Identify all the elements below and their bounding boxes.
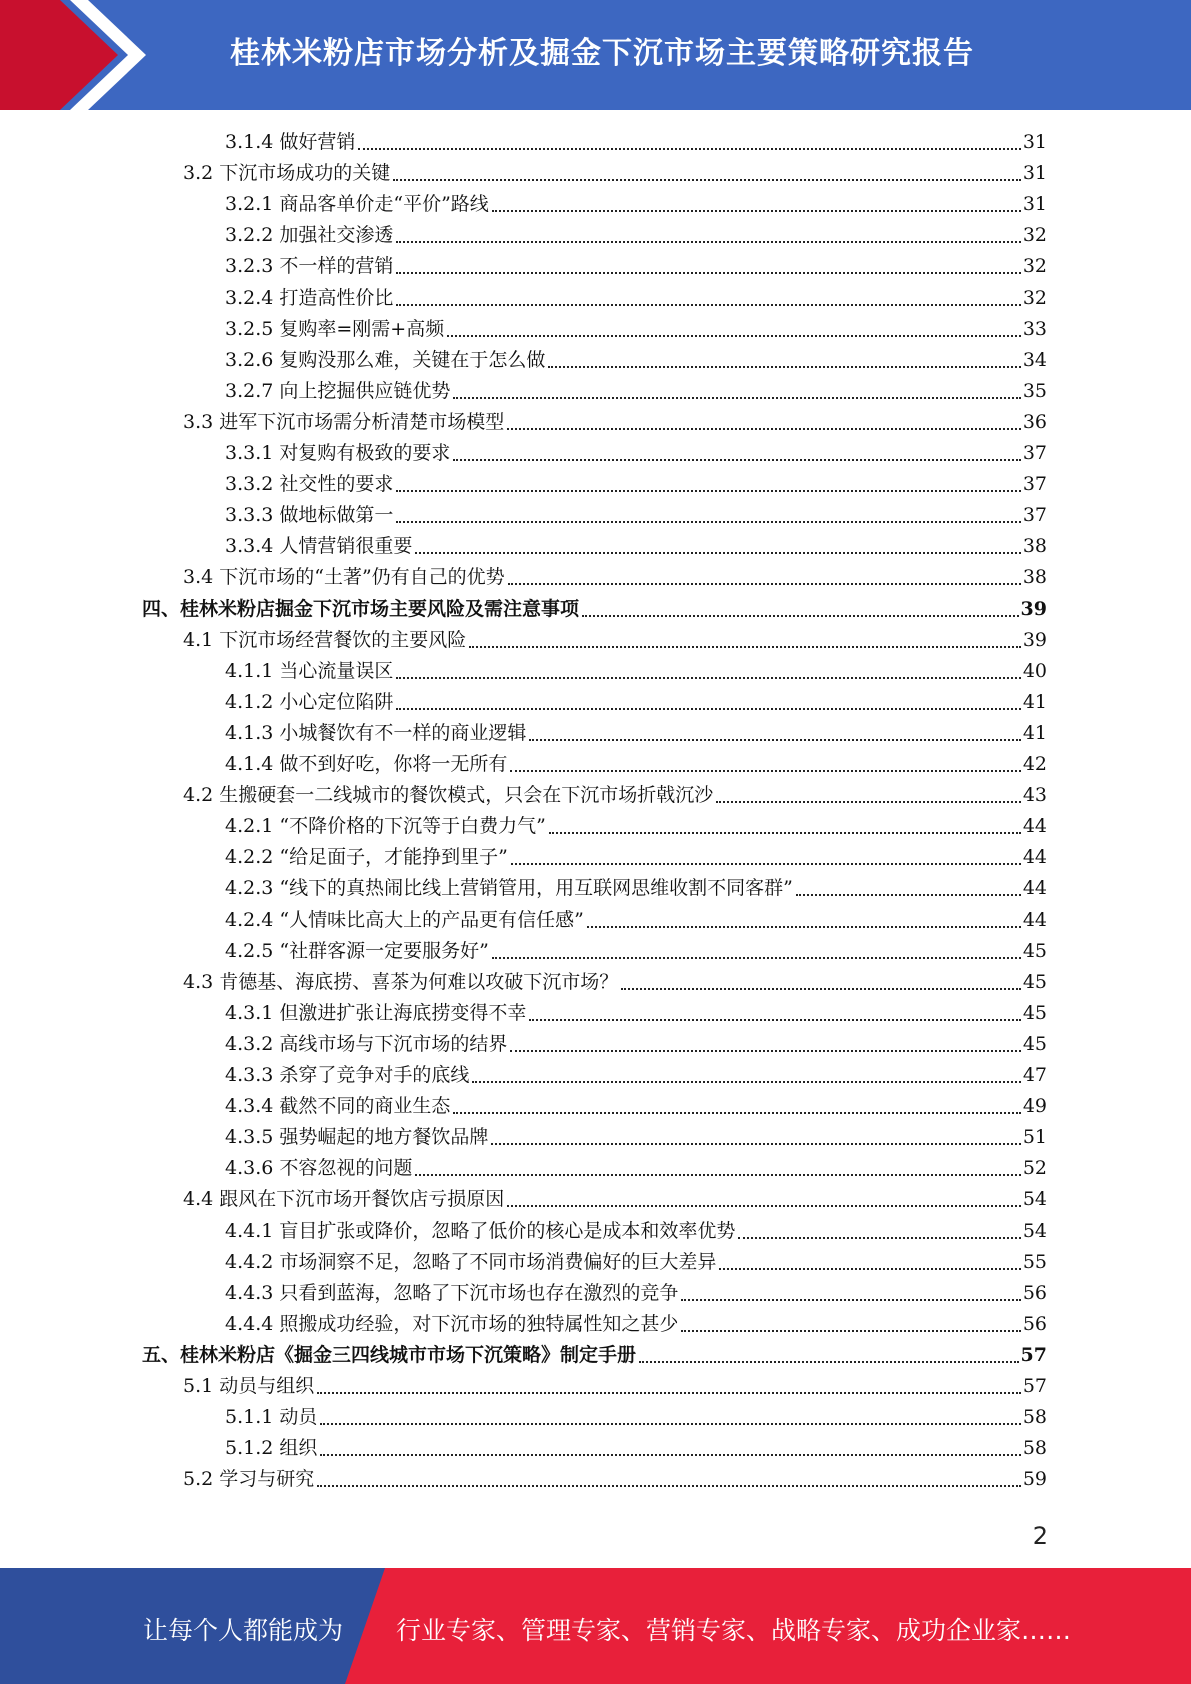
- toc-entry[interactable]: [225, 1310, 1047, 1338]
- page-header: [0, 0, 1191, 110]
- toc-entry-label: 五、桂林米粉店《掘金三四线城市市场下沉策略》制定手册: [142, 1343, 637, 1366]
- toc-entry-page: 49: [1022, 1095, 1047, 1118]
- toc-entry[interactable]: [225, 719, 1047, 747]
- toc-dot-leader: [396, 240, 1020, 243]
- toc-entry-page: 38: [1022, 566, 1047, 589]
- toc-entry[interactable]: [183, 563, 1047, 591]
- toc-entry-page: 37: [1022, 504, 1047, 527]
- report-title: 桂林米粉店市场分析及掘金下沉市场主要策略研究报告: [230, 36, 974, 71]
- toc-entry-page: 45: [1022, 970, 1047, 993]
- toc-entry-label: 4.2.3 “线下的真热闹比线上营销管用，用互联网思维收割不同客群”: [225, 877, 793, 900]
- toc-dot-leader: [396, 676, 1020, 679]
- toc-entry-label: 4.3.1 但激进扩张让海底捞变得不幸: [225, 1001, 527, 1024]
- toc-entry-page: 45: [1022, 1032, 1047, 1055]
- toc-entry-page: 37: [1022, 442, 1047, 464]
- toc-dot-leader: [415, 1173, 1020, 1176]
- toc-entry-label: 5.1.1 动员: [225, 1406, 318, 1429]
- toc-entry-label: 4.3.5 强势崛起的地方餐饮品牌: [225, 1126, 489, 1149]
- toc-dot-leader: [510, 1049, 1020, 1052]
- toc-entry[interactable]: [183, 408, 1047, 436]
- toc-entry[interactable]: [225, 284, 1047, 312]
- toc-dot-leader: [587, 925, 1021, 928]
- toc-entry-label: 4.3.2 高线市场与下沉市场的结界: [225, 1032, 508, 1055]
- toc-entry-page: 45: [1022, 939, 1047, 962]
- toc-entry-page: 56: [1022, 1312, 1047, 1335]
- toc-dot-leader: [358, 147, 1020, 150]
- toc-entry-page: 41: [1022, 690, 1047, 713]
- toc-dot-leader: [621, 987, 1021, 990]
- toc-entry-label: 3.2.2 加强社交渗透: [225, 224, 394, 247]
- toc-entry-page: 39: [1020, 597, 1047, 620]
- toc-entry[interactable]: [142, 1341, 1047, 1369]
- toc-dot-leader: [719, 1267, 1020, 1270]
- toc-dot-leader: [529, 1018, 1020, 1021]
- toc-dot-leader: [716, 800, 1021, 803]
- toc-entry-label: 3.2.4 打造高性价比: [225, 286, 394, 309]
- toc-entry-label: 4.2.2 “给足面子，才能挣到里子”: [225, 846, 508, 869]
- toc-entry[interactable]: [225, 937, 1047, 965]
- toc-entry-label: 4.4.3 只看到蓝海，忽略了下沉市场也存在激烈的竞争: [225, 1281, 679, 1304]
- toc-entry-page: 54: [1022, 1219, 1047, 1242]
- toc-entry-label: 4.3 肯德基、海底捞、喜茶为何难以攻破下沉市场？: [183, 970, 619, 993]
- toc-entry[interactable]: [225, 346, 1047, 374]
- toc-entry-page: 39: [1022, 628, 1047, 651]
- toc-dot-leader: [317, 1391, 1021, 1394]
- toc-entry-label: 4.4.1 盲目扩张或降价，忽略了低价的核心是成本和效率优势: [225, 1219, 736, 1242]
- toc-entry-label: 3.3.3 做地标做第一: [225, 504, 394, 527]
- toc-dot-leader: [453, 1111, 1020, 1114]
- toc-entry-page: 58: [1022, 1406, 1047, 1429]
- toc-dot-leader: [507, 1204, 1021, 1207]
- toc-entry[interactable]: [225, 999, 1047, 1027]
- toc-dot-leader: [492, 956, 1021, 959]
- toc-entry[interactable]: [225, 252, 1047, 280]
- toc-entry-label: 3.3.4 人情营销很重要: [225, 535, 413, 558]
- toc-entry-label: 3.2.7 向上挖掘供应链优势: [225, 379, 451, 402]
- toc-dot-leader: [453, 396, 1020, 399]
- toc-entry[interactable]: [225, 812, 1047, 840]
- toc-entry-label: 3.2.6 复购没那么难，关键在于怎么做: [225, 348, 546, 371]
- toc-entry[interactable]: [225, 1030, 1047, 1058]
- toc-entry-label: 4.1.2 小心定位陷阱: [225, 690, 394, 713]
- page-number: 2: [1032, 1522, 1048, 1550]
- toc-entry-label: 3.3 进军下沉市场需分析清楚市场模型: [183, 410, 505, 433]
- toc-dot-leader: [548, 365, 1020, 368]
- toc-entry-page: 43: [1022, 784, 1047, 807]
- toc-entry[interactable]: [225, 377, 1047, 405]
- toc-entry-label: 4.3.4 截然不同的商业生态: [225, 1095, 451, 1118]
- toc-dot-leader: [396, 520, 1020, 523]
- toc-entry-page: 40: [1022, 659, 1047, 682]
- toc-dot-leader: [396, 489, 1020, 492]
- toc-entry-label: 4.2.4 “人情味比高大上的产品更有信任感”: [225, 908, 584, 931]
- toc-entry-page: 44: [1022, 908, 1047, 931]
- toc-entry[interactable]: [225, 1154, 1047, 1182]
- toc-entry[interactable]: [225, 128, 1047, 156]
- footer-slogan-right: 行业专家、管理专家、营销专家、战略专家、成功企业家……: [396, 1616, 1072, 1645]
- toc-entry-page: 32: [1022, 286, 1047, 309]
- toc-entry[interactable]: [225, 1403, 1047, 1431]
- toc-entry[interactable]: [225, 906, 1047, 934]
- toc-entry-page: 37: [1022, 473, 1047, 496]
- toc-entry-page: 32: [1022, 224, 1047, 247]
- toc-dot-leader: [447, 334, 1021, 337]
- toc-dot-leader: [415, 551, 1020, 554]
- toc-entry[interactable]: [225, 1279, 1047, 1307]
- toc-entry[interactable]: [225, 1123, 1047, 1151]
- toc-dot-leader: [639, 1360, 1019, 1363]
- footer-slogan-left: 让每个人都能成为: [143, 1616, 344, 1645]
- toc-dot-leader: [393, 178, 1021, 181]
- toc-entry-page: 36: [1022, 410, 1047, 433]
- toc-entry[interactable]: [225, 221, 1047, 249]
- toc-entry-label: 4.2.5 “社群客源一定要服务好”: [225, 939, 489, 962]
- toc-entry[interactable]: [183, 626, 1047, 654]
- toc-entry[interactable]: [225, 1248, 1047, 1276]
- toc-entry[interactable]: [225, 315, 1047, 343]
- toc-entry[interactable]: [225, 439, 1047, 467]
- toc-entry-label: 4.1.4 做不到好吃，你将一无所有: [225, 753, 508, 775]
- toc-entry-label: 3.2.1 商品客单价走“平价”路线: [225, 193, 489, 216]
- toc-entry-page: 35: [1022, 379, 1047, 402]
- toc-entry-page: 32: [1022, 255, 1047, 278]
- toc-entry[interactable]: [183, 1372, 1047, 1400]
- toc-entry-label: 3.3.2 社交性的要求: [225, 473, 394, 496]
- toc-entry-label: 4.2.1 “不降价格的下沉等于白费力气”: [225, 815, 546, 838]
- toc-entry[interactable]: [225, 1061, 1047, 1089]
- toc-entry[interactable]: [225, 843, 1047, 871]
- toc-entry-label: 4.3.3 杀穿了竞争对手的底线: [225, 1064, 470, 1086]
- toc-entry-label: 3.1.4 做好营销: [225, 131, 356, 153]
- toc-dot-leader: [469, 645, 1021, 648]
- toc-entry-label: 3.2.3 不一样的营销: [225, 255, 394, 278]
- toc-dot-leader: [453, 458, 1020, 461]
- toc-entry[interactable]: [225, 1092, 1047, 1120]
- toc-entry-label: 4.4 跟风在下沉市场开餐饮店亏损原因: [183, 1188, 505, 1211]
- toc-entry[interactable]: [225, 470, 1047, 498]
- toc-entry-page: 31: [1022, 193, 1047, 216]
- toc-entry-page: 33: [1022, 317, 1047, 340]
- toc-entry-label: 5.1.2 组织: [225, 1437, 318, 1460]
- toc-dot-leader: [529, 738, 1020, 741]
- toc-entry[interactable]: [183, 159, 1047, 187]
- toc-dot-leader: [320, 1453, 1020, 1456]
- toc-dot-leader: [796, 893, 1021, 896]
- toc-dot-leader: [508, 582, 1021, 585]
- toc-entry-page: 55: [1022, 1250, 1047, 1273]
- toc-entry[interactable]: [225, 750, 1047, 778]
- toc-dot-leader: [582, 614, 1019, 617]
- toc-entry[interactable]: [225, 532, 1047, 560]
- toc-entry[interactable]: [183, 1465, 1047, 1493]
- toc-entry-label: 四、桂林米粉店掘金下沉市场主要风险及需注意事项: [142, 597, 580, 620]
- toc-entry[interactable]: [225, 688, 1047, 716]
- toc-entry-page: 57: [1020, 1343, 1047, 1366]
- toc-entry[interactable]: [183, 781, 1047, 809]
- toc-entry-label: 4.4.4 照搬成功经验，对下沉市场的独特属性知之甚少: [225, 1312, 679, 1335]
- toc-entry-page: 44: [1022, 815, 1047, 838]
- toc-entry-page: 52: [1022, 1157, 1047, 1180]
- toc-dot-leader: [549, 831, 1021, 834]
- toc-entry-page: 44: [1022, 877, 1047, 900]
- toc-entry-label: 5.1 动员与组织: [183, 1375, 315, 1397]
- toc-entry-label: 3.2.5 复购率=刚需+高频: [225, 317, 445, 340]
- toc-entry[interactable]: [142, 595, 1047, 623]
- toc-entry-label: 3.3.1 对复购有极致的要求: [225, 442, 451, 464]
- header-arrow-decoration: [0, 0, 150, 110]
- toc-entry[interactable]: [225, 1434, 1047, 1462]
- toc-entry-page: 56: [1022, 1281, 1047, 1304]
- page-footer: [0, 1568, 1191, 1684]
- toc-entry-page: 57: [1022, 1375, 1047, 1397]
- toc-entry-page: 41: [1022, 721, 1047, 744]
- toc-dot-leader: [317, 1484, 1021, 1487]
- toc-dot-leader: [491, 1142, 1020, 1145]
- toc-entry-label: 4.3.6 不容忽视的问题: [225, 1157, 413, 1180]
- toc-entry-label: 3.2 下沉市场成功的关键: [183, 162, 391, 185]
- toc-entry-label: 4.1.1 当心流量误区: [225, 659, 394, 682]
- toc-entry-label: 4.2 生搬硬套一二线城市的餐饮模式，只会在下沉市场折戟沉沙: [183, 784, 714, 807]
- toc-entry-page: 45: [1022, 1001, 1047, 1024]
- toc-entry-label: 3.4 下沉市场的“土著”仍有自己的优势: [183, 566, 505, 589]
- toc-dot-leader: [681, 1298, 1020, 1301]
- toc-dot-leader: [681, 1329, 1020, 1332]
- toc-entry-label: 4.1 下沉市场经营餐饮的主要风险: [183, 628, 467, 651]
- toc-entry-page: 47: [1022, 1064, 1047, 1086]
- toc-entry[interactable]: [225, 1217, 1047, 1245]
- toc-entry-page: 38: [1022, 535, 1047, 558]
- toc-entry-page: 31: [1022, 131, 1047, 153]
- toc-dot-leader: [738, 1236, 1020, 1239]
- toc-entry-page: 54: [1022, 1188, 1047, 1211]
- toc-entry[interactable]: [225, 501, 1047, 529]
- toc-dot-leader: [472, 1080, 1020, 1083]
- toc-entry[interactable]: [225, 657, 1047, 685]
- toc-dot-leader: [320, 1422, 1020, 1425]
- toc-entry-page: 42: [1022, 753, 1047, 775]
- toc-entry[interactable]: [225, 190, 1047, 218]
- toc-entry-page: 51: [1022, 1126, 1047, 1149]
- toc-entry[interactable]: [183, 968, 1047, 996]
- toc-entry-label: 4.1.3 小城餐饮有不一样的商业逻辑: [225, 721, 527, 744]
- toc-dot-leader: [511, 862, 1021, 865]
- toc-entry[interactable]: [225, 874, 1047, 902]
- toc-entry-page: 44: [1022, 846, 1047, 869]
- toc-dot-leader: [396, 271, 1020, 274]
- toc-entry[interactable]: [183, 1185, 1047, 1213]
- toc-dot-leader: [510, 769, 1020, 772]
- toc-entry-page: 58: [1022, 1437, 1047, 1460]
- toc-entry-page: 31: [1022, 162, 1047, 185]
- toc-entry-label: 4.4.2 市场洞察不足，忽略了不同市场消费偏好的巨大差异: [225, 1250, 717, 1273]
- toc-dot-leader: [507, 427, 1021, 430]
- toc-entry-page: 34: [1022, 348, 1047, 371]
- toc-dot-leader: [396, 303, 1020, 306]
- toc-entry-label: 5.2 学习与研究: [183, 1468, 315, 1491]
- toc-dot-leader: [396, 707, 1020, 710]
- toc-dot-leader: [492, 209, 1021, 212]
- toc-entry-page: 59: [1022, 1468, 1047, 1491]
